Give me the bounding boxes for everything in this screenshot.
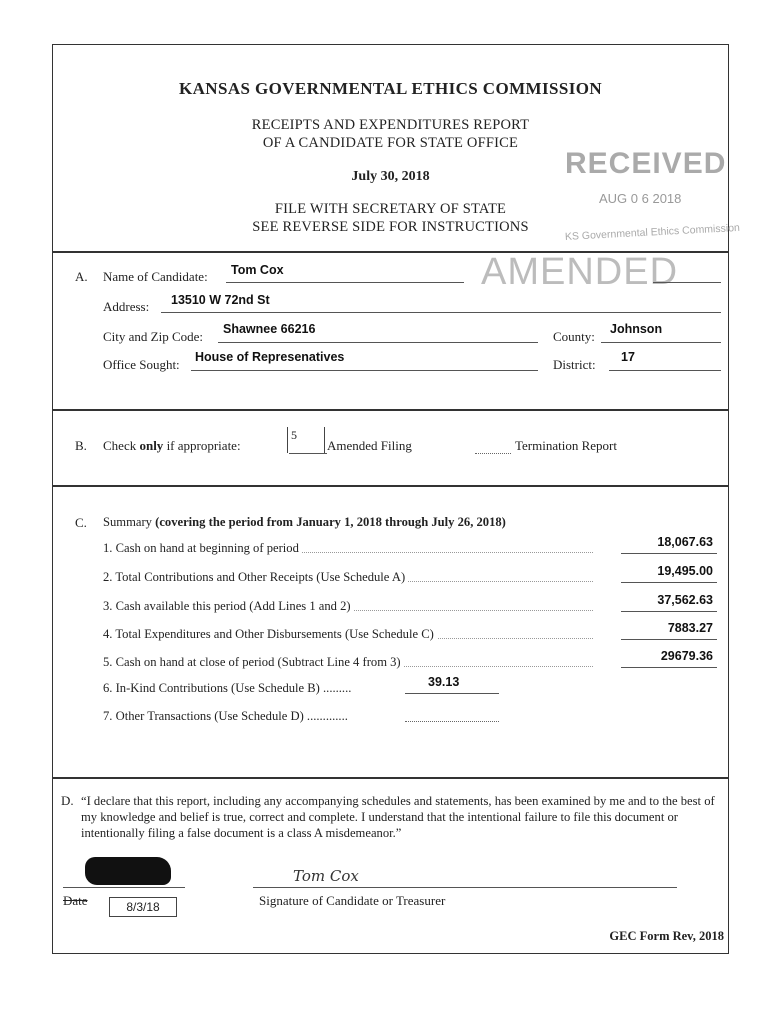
amended-filing-underline bbox=[289, 453, 327, 454]
summary-line-3-underline bbox=[621, 611, 717, 612]
office-sought-value: House of Represenatives bbox=[195, 350, 345, 364]
name-underline-tail bbox=[653, 282, 721, 283]
divider-2 bbox=[53, 409, 728, 411]
summary-line-1-value: 18,067.63 bbox=[657, 535, 713, 549]
office-sought-label: Office Sought: bbox=[103, 357, 183, 373]
form-revision: GEC Form Rev, 2018 bbox=[609, 929, 724, 943]
county-underline bbox=[601, 342, 721, 343]
county-label: County: bbox=[553, 329, 598, 345]
amended-filing-label: Amended Filing bbox=[327, 438, 415, 454]
commission-stamp: KS Governmental Ethics Commission bbox=[564, 221, 741, 243]
received-stamp: RECEIVED bbox=[565, 147, 727, 180]
summary-line-2-value: 19,495.00 bbox=[657, 564, 713, 578]
district-label: District: bbox=[553, 357, 599, 373]
date-underline bbox=[63, 887, 185, 888]
see-reverse-instruction: SEE REVERSE SIDE FOR INSTRUCTIONS bbox=[252, 219, 529, 235]
summary-line-2-underline bbox=[621, 582, 717, 583]
section-a-letter: A. bbox=[75, 269, 88, 284]
date-value: 8/3/18 bbox=[126, 900, 160, 914]
report-title-line1: RECEIPTS AND EXPENDITURES REPORT bbox=[251, 117, 530, 133]
received-date-stamp: AUG 0 6 2018 bbox=[599, 191, 682, 206]
candidate-name-value: Tom Cox bbox=[231, 263, 284, 277]
summary-line-5-underline bbox=[621, 667, 717, 668]
district-value: 17 bbox=[621, 350, 635, 364]
agency-name: KANSAS GOVERNMENTAL ETHICS COMMISSION bbox=[178, 79, 603, 98]
report-title-line2: OF A CANDIDATE FOR STATE OFFICE bbox=[262, 135, 519, 151]
city-zip-label: City and Zip Code: bbox=[103, 329, 206, 345]
summary-line-3-value: 37,562.63 bbox=[657, 593, 713, 607]
amended-filing-checkbox[interactable] bbox=[287, 427, 325, 453]
section-d-letter: D. bbox=[61, 793, 74, 808]
termination-checkbox-line[interactable] bbox=[475, 453, 511, 454]
date-value-box bbox=[109, 897, 177, 917]
amended-filing-mark: 5 bbox=[291, 428, 297, 442]
divider-3 bbox=[53, 485, 728, 487]
county-value: Johnson bbox=[610, 322, 663, 336]
summary-heading: Summary (covering the period from January 1, 2018 through July 26, 2018) bbox=[103, 515, 506, 529]
declaration-text: “I declare that this report, including any accompanying schedules and statements, has been examined by me and to the best of my knowledge and belief is true, correct and complete. I understand that the intentional failure to file this document or intentionally filing a false document is a class A misdemeanor.” bbox=[81, 794, 715, 840]
city-zip-underline bbox=[218, 342, 538, 343]
check-instruction: Check only if appropriate: bbox=[103, 438, 241, 453]
other-transactions-underline bbox=[405, 721, 499, 722]
signature-label: Signature of Candidate or Treasurer bbox=[259, 893, 448, 909]
address-underline bbox=[161, 312, 721, 313]
summary-line-4-label: 4. Total Expenditures and Other Disbursements (Use Schedule C) bbox=[103, 627, 437, 642]
inkind-underline bbox=[405, 693, 499, 694]
summary-line-1-underline bbox=[621, 553, 717, 554]
summary-line-1-label: 1. Cash on hand at beginning of period bbox=[103, 541, 302, 556]
district-underline bbox=[609, 370, 721, 371]
summary-line-2-label: 2. Total Contributions and Other Receipts (Use Schedule A) bbox=[103, 570, 408, 585]
termination-report-label: Termination Report bbox=[515, 438, 620, 454]
date-label: Date bbox=[63, 893, 91, 909]
file-with-instruction: FILE WITH SECRETARY OF STATE bbox=[274, 201, 507, 217]
inkind-value: 39.13 bbox=[428, 675, 460, 689]
inkind-label: 6. In-Kind Contributions (Use Schedule B) ......... bbox=[103, 681, 354, 696]
section-b-letter: B. bbox=[75, 438, 87, 453]
summary-line-4-value: 7883.27 bbox=[667, 621, 713, 635]
divider-4 bbox=[53, 777, 728, 779]
report-date: July 30, 2018 bbox=[351, 169, 430, 184]
summary-line-5-value: 29679.36 bbox=[660, 649, 713, 663]
summary-line-5-label: 5. Cash on hand at close of period (Subtract Line 4 from 3) bbox=[103, 655, 404, 670]
candidate-name-underline bbox=[226, 282, 464, 283]
candidate-signature: Tom Cox bbox=[293, 867, 359, 885]
summary-line-3-label: 3. Cash available this period (Add Lines 1 and 2) bbox=[103, 599, 354, 614]
other-transactions-label: 7. Other Transactions (Use Schedule D) ............. bbox=[103, 709, 351, 724]
address-label: Address: bbox=[103, 299, 152, 315]
form-page bbox=[52, 44, 741, 954]
signature-underline bbox=[253, 887, 677, 888]
city-zip-value: Shawnee 66216 bbox=[223, 322, 316, 336]
office-sought-underline bbox=[191, 370, 538, 371]
section-c-letter: C. bbox=[75, 515, 87, 530]
redaction-block bbox=[85, 857, 171, 885]
amended-stamp: AMENDED bbox=[481, 251, 679, 293]
summary-line-4-underline bbox=[621, 639, 717, 640]
candidate-name-label: Name of Candidate: bbox=[103, 269, 211, 285]
address-value: 13510 W 72nd St bbox=[171, 293, 270, 307]
